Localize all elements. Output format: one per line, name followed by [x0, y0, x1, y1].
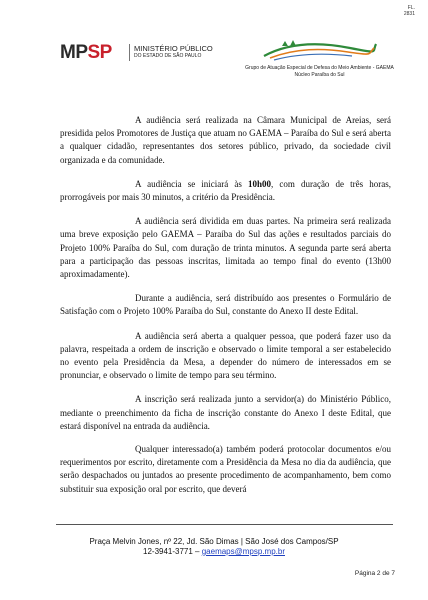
start-time: 10h00 — [247, 178, 271, 189]
paragraph-3: A audiência será dividida em duas partes. Na primeira será realizada uma breve exposição pelo GAEMA – Paraíba do Sul das ações e resultados parciais do Projeto 100% Paraíba do Sul, com duração de trinta minutos. A segunda parte será aberta para a participação das pessoas inscritas, limitada ao tempo final do evento (13h00 aproximadamente). — [60, 216, 391, 280]
logo-sp: SP — [87, 42, 112, 63]
paragraph-2-end: , com duração de três horas, prorrogáveis por mais 30 minutos, a critério da Presidência. — [60, 178, 391, 203]
org-name-line1: MINISTÉRIO PÚBLICO — [134, 44, 213, 53]
mpsp-logo — [60, 43, 112, 63]
paragraph-2-start: A audiência se iniciará às — [135, 178, 248, 189]
footer-phone: 12-3941-3771 – — [143, 547, 202, 556]
folio-number: 2831 — [403, 11, 415, 17]
org-name-line2: DO ESTADO DE SÃO PAULO — [134, 53, 202, 59]
folio-label: FL. — [407, 5, 415, 11]
footer-divider — [56, 524, 393, 525]
logo-divider — [129, 44, 130, 61]
paragraph-4: Durante a audiência, será distribuído aos presentes o Formulário de Satisfação com o Projeto 100% Paraíba do Sul, constante do Anexo II deste Edital. — [60, 293, 391, 317]
paragraph-7: Qualquer interessado(a) também poderá protocolar documentos e/ou requerimentos por escrito, diretamente com a Presidência da Mesa no dia da audiência, que serão despachados ou juntados ao presente procedimento de acompanhamento, bem como substituir sua exposição oral por escrito, que deverá — [60, 444, 391, 494]
group-name — [232, 65, 407, 78]
paragraph-6: A inscrição será realizada junto a servidor(a) do Ministério Público, mediante o preenchimento da ficha de inscrição constante do Anexo I deste Edital, que estará disponível na entrada da audiência. — [60, 394, 391, 431]
page-number: Página 2 de 7 — [354, 570, 395, 577]
paragraph-5: A audiência será aberta a qualquer pessoa, que poderá fazer uso da palavra, respeitada a ordem de inscrição e observado o limite temporal a ser estabelecido no evento pela Presidência da Mesa, a depender do número de interessados em se pronunciar, e observado o limite de tempo para seu término. — [60, 330, 391, 381]
group-name-line2: Núcleo Paraíba do Sul — [294, 71, 345, 78]
paragraph-2 — [60, 178, 391, 204]
document-body — [60, 114, 391, 507]
group-name-line1: Grupo de Atuação Especial de Defesa do Meio Ambiente - GAEMA — [245, 65, 394, 71]
letterhead — [60, 38, 398, 78]
footer-address: Praça Melvin Jones, nº 22, Jd. São Dimas | São José dos Campos/SP — [89, 537, 339, 546]
footer-contact — [40, 547, 388, 557]
paragraph-1: A audiência será realizada na Câmara Municipal de Areias, será presidida pelos Promotores de Justiça que atuam no GAEMA – Paraíba do Sul e será aberta a qualquer cidadão, representantes dos setores público, privado, da sociedade civil organizada e da comunidade. — [60, 115, 391, 165]
org-name — [134, 44, 213, 60]
folio-mark — [404, 5, 415, 17]
gaema-river-logo-icon — [260, 38, 380, 62]
logo-mp: MP — [60, 42, 88, 63]
footer-email-link[interactable]: gaemaps@mpsp.mp.br — [201, 547, 285, 556]
